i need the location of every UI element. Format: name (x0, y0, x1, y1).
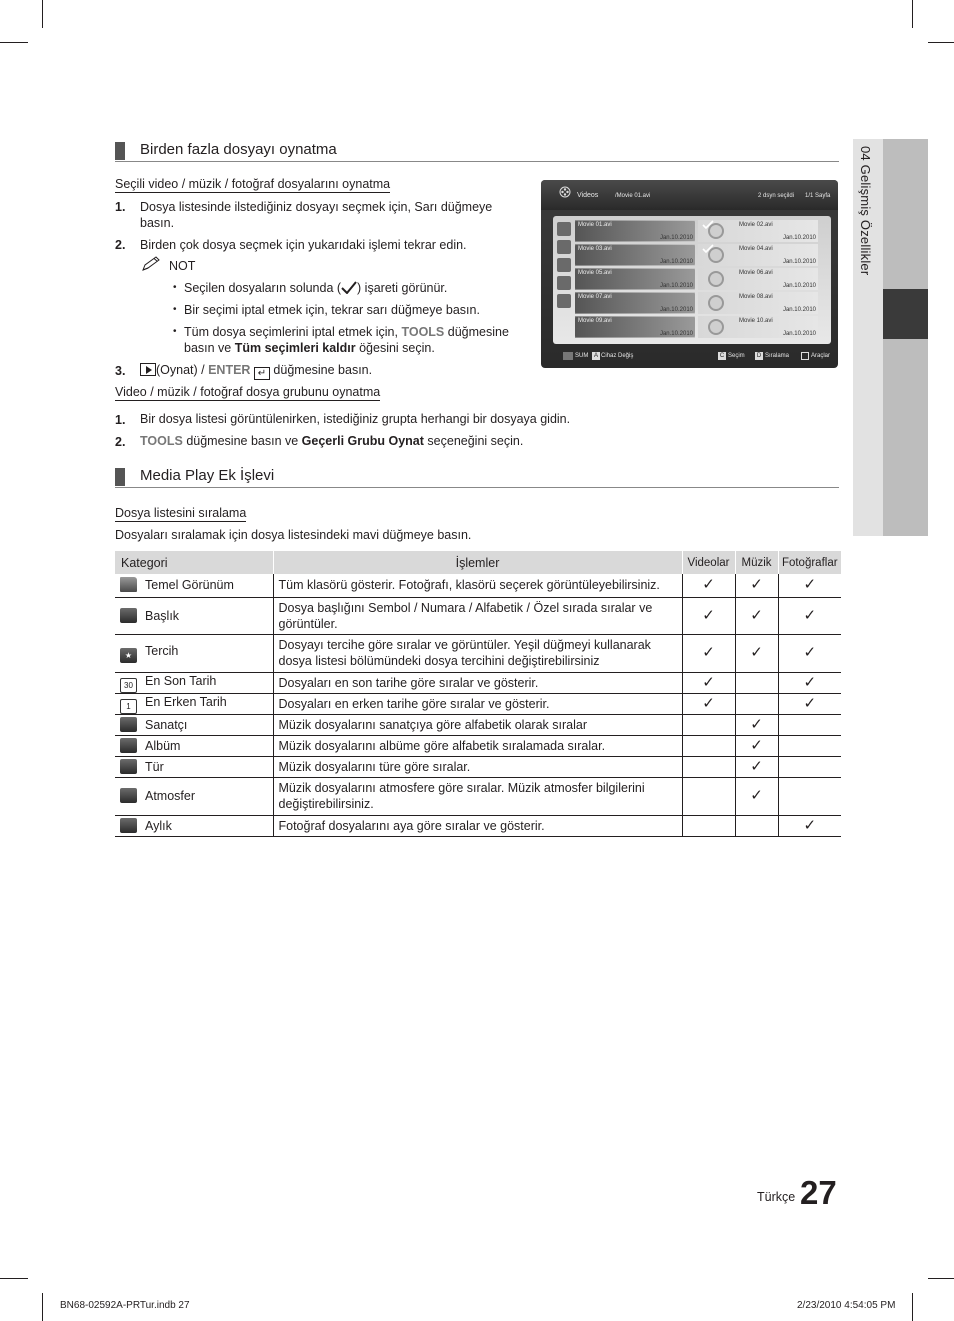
cell-operations: Fotoğraf dosyalarını aya göre sıralar ve gösterir. (273, 815, 682, 836)
tv-list-item: Movie 09.avi Jan.10.2010 (575, 316, 695, 338)
cell-photo-check (778, 714, 841, 735)
cell-operations: Müzik dosyalarını atmosfere göre sıralar. Müzik atmosfer bilgilerini değiştirebilirsiniz. (273, 777, 682, 815)
cell-photo-check: ✓ (778, 672, 841, 693)
tv-checkmark-icon (702, 244, 714, 254)
cell-category: Tür (115, 756, 273, 777)
checkmark-icon (341, 281, 357, 294)
tv-selected-count: 2 dsyn seçildi (758, 193, 795, 199)
cell-category: Aylık (115, 815, 273, 836)
tv-list-item: Movie 05.avi Jan.10.2010 (575, 268, 695, 290)
step-2: Birden çok dosya seçmek için yukarıdaki işlemi tekrar edin. (140, 238, 467, 252)
tv-category-title-icon (557, 240, 571, 254)
table-row (115, 735, 841, 756)
tv-screenshot (541, 180, 838, 368)
cell-category: ★ Tercih (115, 634, 273, 672)
cell-category: Sanatçı (115, 714, 273, 735)
cell-operations: Müzik dosyalarını sanatçıya göre alfabetik olarak sıralar (273, 714, 682, 735)
subheading-selected-files: Seçili video / müzik / fotoğraf dosyalarını oynatma (115, 177, 391, 191)
video-reel-icon (559, 186, 571, 198)
tools-icon (801, 352, 809, 360)
tv-list-item: Movie 06.avi Jan.10.2010 (698, 268, 818, 290)
header-videos: Videolar (682, 551, 735, 574)
section-heading-multi-play: Birden fazla dosyayı oynatma (115, 140, 839, 162)
group-step-1: Bir dosya listesi görüntülenirken, istediğiniz grupta herhangi bir dosyaya gidin. (140, 412, 571, 426)
sorting-description: Dosyaları sıralamak için dosya listesindeki mavi düğmeye basın. (115, 528, 472, 542)
cell-operations: Tüm klasörü gösterir. Fotoğrafı, klasörü seçerek görüntüleyebilirsiniz. (273, 574, 682, 597)
footer-file: BN68-02592A-PRTur.indb 27 (60, 1300, 190, 1311)
cell-operations: Dosyayı tercihe göre sıralar ve görüntüler. Yeşil düğmeyi kullanarak dosya listesi bölümündeki dosya tercihini değiştirebilirsiniz (273, 634, 682, 672)
tv-category-calendar-icon (557, 276, 571, 290)
cell-operations: Dosya başlığını Sembol / Numara / Alfabetik / Özel sırada sıralar ve görüntüler. (273, 597, 682, 634)
enter-icon: ↵ (254, 367, 270, 380)
cell-photo-check (778, 735, 841, 756)
cell-video-check: ✓ (682, 597, 735, 634)
album-icon (120, 738, 137, 753)
cell-music-check (735, 815, 778, 836)
step-1-line2: basın. (140, 216, 175, 230)
table-row (115, 597, 841, 634)
star-icon: ★ (120, 648, 137, 663)
cell-photo-check: ✓ (778, 597, 841, 634)
tv-list-item: Movie 03.avi Jan.10.2010 (575, 244, 695, 266)
cell-music-check: ✓ (735, 777, 778, 815)
header-operations: İşlemler (273, 551, 682, 574)
sorting-table (115, 551, 841, 837)
table-row (115, 815, 841, 836)
header-photos: Fotoğraflar (778, 551, 841, 574)
cell-operations: Müzik dosyalarını albüme göre alfabetik sıralamada sıralar. (273, 735, 682, 756)
cell-video-check (682, 815, 735, 836)
tv-list-item: Movie 02.avi Jan.10.2010 (698, 220, 818, 242)
tv-category-date-icon (557, 258, 571, 272)
tv-category-bar (557, 222, 571, 322)
calendar-earliest-icon: 1 (120, 699, 137, 714)
cell-photo-check (778, 777, 841, 815)
header-music: Müzik (735, 551, 778, 574)
cell-operations: Dosyaları en erken tarihe göre sıralar ve gösterir. (273, 693, 682, 714)
table-row (115, 714, 841, 735)
cell-category: 1 En Erken Tarih (115, 693, 273, 714)
cell-music-check: ✓ (735, 735, 778, 756)
cell-category: Temel Görünüm (115, 574, 273, 597)
tv-list-item: Movie 07.avi Jan.10.2010 (575, 292, 695, 314)
film-reel-icon (708, 271, 724, 287)
mood-icon (120, 788, 137, 803)
page-number: 27 (800, 1174, 837, 1211)
cell-photo-check: ✓ (778, 693, 841, 714)
footer-datetime: 2/23/2010 4:54:05 PM (797, 1300, 896, 1311)
header-category: Kategori (115, 551, 273, 574)
monthly-icon (120, 818, 137, 833)
side-tab-active-marker (883, 289, 928, 339)
table-row (115, 672, 841, 693)
tv-title: Videos (577, 192, 599, 199)
table-header-row (115, 551, 841, 574)
table-row (115, 693, 841, 714)
tv-list-item: Movie 08.avi Jan.10.2010 (698, 292, 818, 314)
bullet-3-line2: basın ve Tüm seçimleri kaldır öğesini seçin. (184, 341, 435, 355)
cell-music-check (735, 672, 778, 693)
cell-music-check: ✓ (735, 574, 778, 597)
cell-video-check (682, 777, 735, 815)
cell-video-check: ✓ (682, 693, 735, 714)
play-icon (140, 363, 156, 376)
bullet-3-line1: Tüm dosya seçimlerini iptal etmek için, TOOLS düğmesine (184, 325, 509, 339)
chapter-label: 04 Gelişmiş Özellikler (858, 146, 873, 276)
tv-path: /Movie 01.avi (615, 193, 651, 199)
step-1-line1: Dosya listesinde ilstediğiniz dosyayı seçmek için, Sarı düğmeye (140, 200, 493, 214)
artist-icon (120, 717, 137, 732)
film-reel-icon (708, 319, 724, 335)
subheading-sorting: Dosya listesini sıralama (115, 506, 247, 520)
footer-language: Türkçe (757, 1190, 796, 1204)
cell-photo-check (778, 756, 841, 777)
tv-bottom-bar: SUM A Cihaz Değiş C Seçim D Sıralama Araçlar (541, 348, 838, 368)
genre-icon (120, 759, 137, 774)
cell-photo-check: ✓ (778, 815, 841, 836)
bullet-1: Seçilen dosyaların solunda ( ) işareti görünür. (184, 281, 448, 295)
table-row (115, 574, 841, 597)
tv-category-star-icon (557, 294, 571, 308)
section-heading-media-play-extra: Media Play Ek İşlevi (115, 466, 839, 488)
title-icon (120, 608, 137, 623)
cell-music-check: ✓ (735, 634, 778, 672)
cell-music-check: ✓ (735, 714, 778, 735)
tv-page: 1/1 Sayfa (805, 193, 831, 199)
table-row (115, 756, 841, 777)
film-reel-icon (708, 295, 724, 311)
cell-photo-check: ✓ (778, 634, 841, 672)
cell-video-check (682, 714, 735, 735)
table-row (115, 777, 841, 815)
cell-photo-check: ✓ (778, 574, 841, 597)
subheading-group-play: Video / müzik / fotoğraf dosya grubunu oynatma (115, 385, 381, 399)
cell-video-check (682, 756, 735, 777)
tv-list-item: Movie 10.avi Jan.10.2010 (698, 316, 818, 338)
tv-list-item: Movie 01.avi Jan.10.2010 (575, 220, 695, 242)
cell-video-check: ✓ (682, 672, 735, 693)
table-row (115, 634, 841, 672)
bullet-2: Bir seçimi iptal etmek için, tekrar sarı düğmeye basın. (184, 303, 480, 317)
tv-category-folder-icon (557, 222, 571, 236)
cell-category: 30 En Son Tarih (115, 672, 273, 693)
cell-music-check: ✓ (735, 756, 778, 777)
cell-category: Atmosfer (115, 777, 273, 815)
calendar-latest-icon: 30 (120, 678, 137, 693)
cell-video-check (682, 735, 735, 756)
cell-video-check: ✓ (682, 634, 735, 672)
cell-music-check: ✓ (735, 597, 778, 634)
cell-video-check: ✓ (682, 574, 735, 597)
step-3: (Oynat) / ENTER ↵ düğmesine basın. (140, 362, 372, 380)
note-label: NOT (169, 259, 196, 273)
cell-operations: Müzik dosyalarını türe göre sıralar. (273, 756, 682, 777)
note-pencil-icon (141, 256, 161, 272)
tv-list-item: Movie 04.avi Jan.10.2010 (698, 244, 818, 266)
cell-music-check (735, 693, 778, 714)
cell-operations: Dosyaları en son tarihe göre sıralar ve gösterir. (273, 672, 682, 693)
tv-checkmark-icon (702, 220, 714, 230)
group-step-2: TOOLS düğmesine basın ve Geçerli Grubu Oynat seçeneğini seçin. (140, 434, 524, 448)
cell-category: Başlık (115, 597, 273, 634)
cell-category: Albüm (115, 735, 273, 756)
folder-icon (120, 577, 137, 592)
